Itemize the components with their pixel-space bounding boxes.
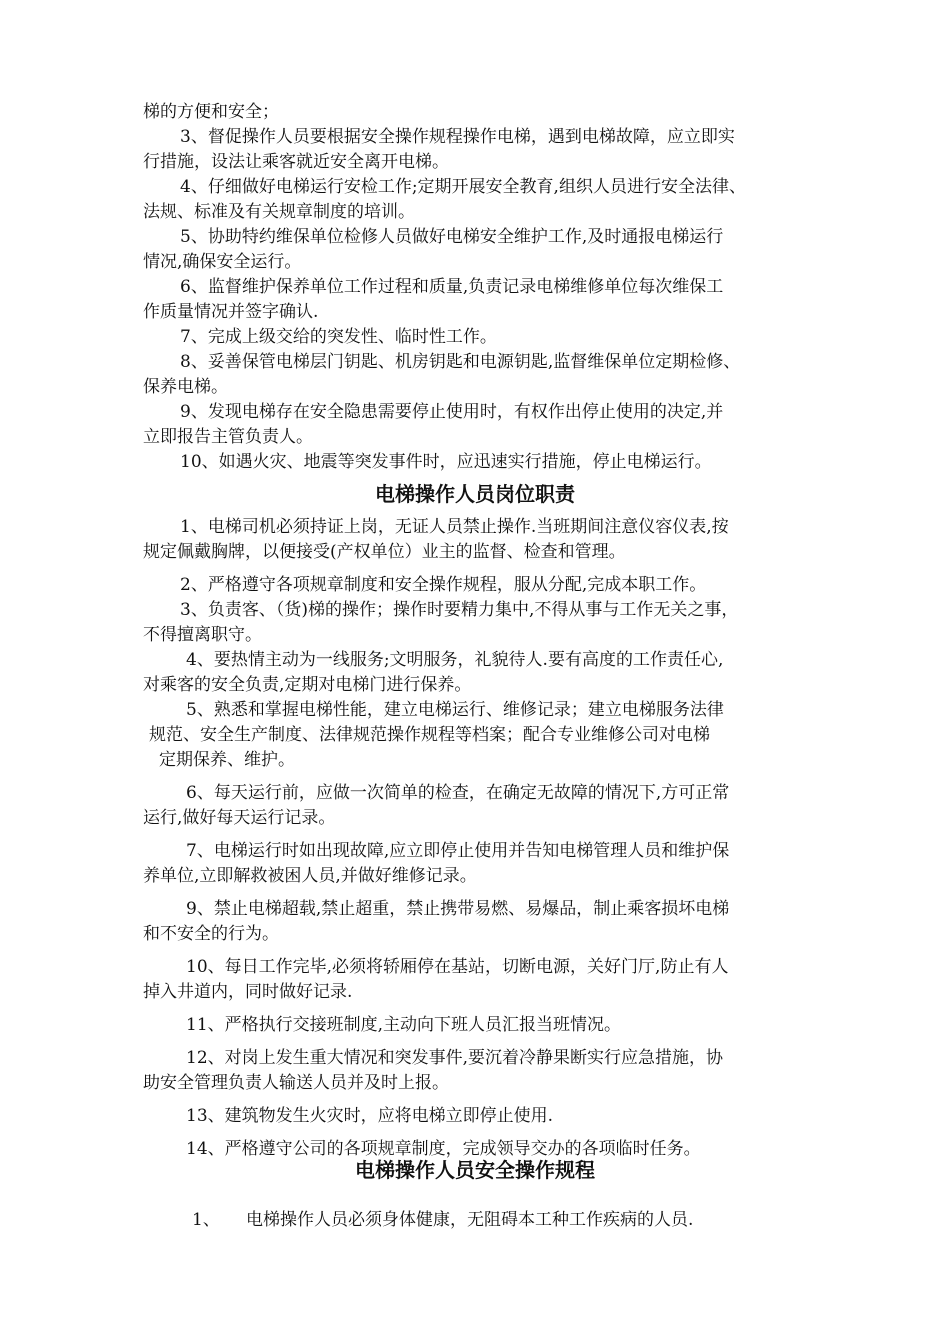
body-line: 对乘客的安全负责,定期对电梯门进行保养。 (143, 675, 472, 695)
list-item-text: 电梯操作人员必须身体健康，无阻碍本工种工作疾病的人员. (246, 1210, 694, 1230)
body-line: 10、如遇火灾、地震等突发事件时，应迅速实行措施，停止电梯运行。 (180, 452, 712, 472)
body-line: 3、负责客、（货)梯的操作；操作时要精力集中,不得从事与工作无关之事， (180, 600, 739, 620)
body-line: 5、协助特约维保单位检修人员做好电梯安全维护工作,及时通报电梯运行 (180, 227, 724, 247)
body-line: 规范、安全生产制度、法律规范操作规程等档案；配合专业维修公司对电梯 (149, 725, 710, 745)
body-line: 运行,做好每天运行记录。 (143, 808, 336, 828)
section-title-safety-procedures: 电梯操作人员安全操作规程 (355, 1158, 595, 1182)
body-line: 梯的方便和安全； (143, 102, 279, 122)
body-line: 6、监督维护保养单位工作过程和质量,负责记录电梯维修单位每次维保工 (180, 277, 724, 297)
body-line: 定期保养、维护。 (159, 750, 295, 770)
body-line: 13、建筑物发生火灾时，应将电梯立即停止使用. (186, 1106, 554, 1126)
body-line: 14、严格遵守公司的各项规章制度，完成领导交办的各项临时任务。 (186, 1139, 701, 1159)
body-line: 情况,确保安全运行。 (143, 252, 302, 272)
body-line: 2、严格遵守各项规章制度和安全操作规程，服从分配,完成本职工作。 (180, 575, 707, 595)
body-line: 10、每日工作完毕,必须将轿厢停在基站，切断电源，关好门厅,防止有人 (186, 957, 729, 977)
body-line: 7、完成上级交给的突发性、临时性工作。 (180, 327, 497, 347)
body-line: 行措施，设法让乘客就近安全离开电梯。 (143, 152, 449, 172)
body-line: 养单位,立即解救被困人员,并做好维修记录。 (143, 866, 477, 886)
body-line: 保养电梯。 (143, 377, 228, 397)
body-line: 和不安全的行为。 (143, 924, 279, 944)
body-line: 掉入井道内，同时做好记录. (143, 982, 353, 1002)
body-line: 9、禁止电梯超载,禁止超重，禁止携带易燃、易爆品，制止乘客损坏电梯 (186, 899, 730, 919)
body-line: 6、每天运行前，应做一次简单的检查，在确定无故障的情况下,方可正常 (186, 783, 730, 803)
body-line: 法规、标准及有关规章制度的培训。 (143, 202, 415, 222)
body-line: 8、妥善保管电梯层门钥匙、机房钥匙和电源钥匙,监督维保单位定期检修、 (180, 352, 741, 372)
body-line: 规定佩戴胸牌，以便接受(产权单位）业主的监督、检查和管理。 (143, 542, 626, 562)
body-line: 作质量情况并签字确认. (143, 302, 319, 322)
body-line: 3、督促操作人员要根据安全操作规程操作电梯，遇到电梯故障，应立即实 (180, 127, 735, 147)
body-line: 助安全管理负责人输送人员并及时上报。 (143, 1073, 449, 1093)
body-line: 立即报告主管负责人。 (143, 427, 313, 447)
body-line: 7、电梯运行时如出现故障,应立即停止使用并告知电梯管理人员和维护保 (186, 841, 730, 861)
list-item-number: 1、 (192, 1210, 220, 1230)
body-line: 9、发现电梯存在安全隐患需要停止使用时，有权作出停止使用的决定,并 (180, 402, 724, 422)
body-line: 12、对岗上发生重大情况和突发事件,要沉着冷静果断实行应急措施，协 (186, 1048, 724, 1068)
body-line: 5、熟悉和掌握电梯性能，建立电梯运行、维修记录；建立电梯服务法律 (186, 700, 724, 720)
body-line: 4、仔细做好电梯运行安检工作;定期开展安全教育,组织人员进行安全法律、 (180, 177, 746, 197)
body-line: 1、电梯司机必须持证上岗，无证人员禁止操作.当班期间注意仪容仪表,按 (180, 517, 729, 537)
section-title-job-duties: 电梯操作人员岗位职责 (375, 482, 575, 506)
body-line: 11、严格执行交接班制度,主动向下班人员汇报当班情况。 (186, 1015, 622, 1035)
body-line: 不得擅离职守。 (143, 625, 262, 645)
body-line: 4、要热情主动为一线服务;文明服务，礼貌待人.要有高度的工作责任心, (186, 650, 724, 670)
